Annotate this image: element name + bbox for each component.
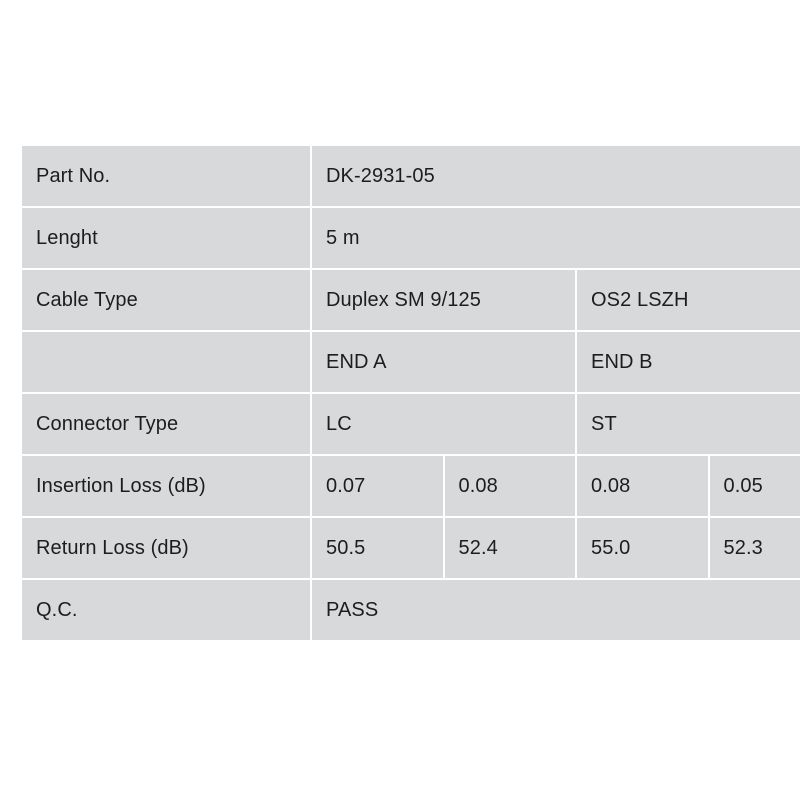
row-value-a1: 0.07 — [312, 456, 443, 516]
row-value-b: ST — [577, 394, 800, 454]
row-value: DK-2931-05 — [312, 146, 800, 206]
spec-table — [20, 144, 800, 642]
qc-status: PASS — [312, 580, 800, 640]
row-label: Part No. — [22, 146, 310, 206]
row-label: Return Loss (dB) — [22, 518, 310, 578]
table-row — [22, 580, 800, 640]
row-value-b1: 0.08 — [577, 456, 708, 516]
row-label: Lenght — [22, 208, 310, 268]
row-value: 5 m — [312, 208, 800, 268]
row-value-b2: 52.3 — [710, 518, 800, 578]
row-value-a1: 50.5 — [312, 518, 443, 578]
row-label — [22, 332, 310, 392]
row-value-a: Duplex SM 9/125 — [312, 270, 575, 330]
table-row — [22, 518, 800, 578]
row-value-b1: 55.0 — [577, 518, 708, 578]
row-label: Connector Type — [22, 394, 310, 454]
table-row — [22, 208, 800, 268]
table-row — [22, 394, 800, 454]
table-row — [22, 270, 800, 330]
table-row — [22, 332, 800, 392]
table-row — [22, 146, 800, 206]
end-b-header: END B — [577, 332, 800, 392]
row-value-a: LC — [312, 394, 575, 454]
table-row — [22, 456, 800, 516]
end-a-header: END A — [312, 332, 575, 392]
row-value-b: OS2 LSZH — [577, 270, 800, 330]
row-value-b2: 0.05 — [710, 456, 800, 516]
row-value-a2: 52.4 — [445, 518, 576, 578]
row-value-a2: 0.08 — [445, 456, 576, 516]
row-label: Cable Type — [22, 270, 310, 330]
row-label: Insertion Loss (dB) — [22, 456, 310, 516]
row-label: Q.C. — [22, 580, 310, 640]
